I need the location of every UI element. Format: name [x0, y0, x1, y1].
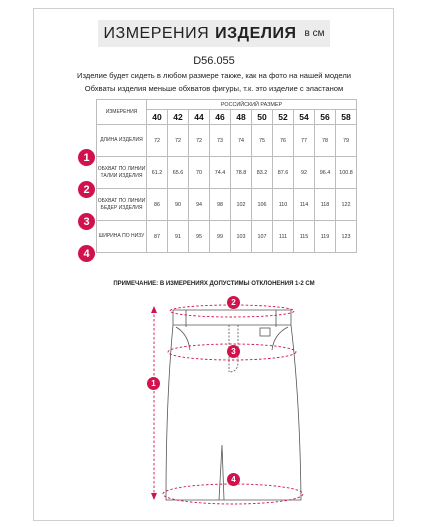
row-label: ДЛИНА ИЗДЕЛИЯ: [97, 125, 147, 157]
table-cell: 87.6: [273, 157, 294, 189]
table-cell: 78: [315, 125, 336, 157]
size-cell: 40: [147, 110, 168, 125]
title-item: ИЗДЕЛИЯ: [215, 24, 297, 42]
table-cell: 100.8: [336, 157, 357, 189]
hem-measure-line: [163, 484, 303, 504]
table-cell: 111: [273, 221, 294, 253]
row-badge-3: 3: [78, 213, 95, 230]
length-arrow-top: [151, 306, 157, 313]
table-cell: 65.6: [168, 157, 189, 189]
table-cell: 87: [147, 221, 168, 253]
table-cell: 114: [294, 189, 315, 221]
table-cell: 107: [252, 221, 273, 253]
sketch-badge-2: 2: [227, 296, 240, 309]
size-cell: 46: [210, 110, 231, 125]
table-cell: 119: [315, 221, 336, 253]
table-cell: 74.4: [210, 157, 231, 189]
table-cell: 76: [273, 125, 294, 157]
skirt-outline: [166, 310, 301, 500]
table-cell: 72: [168, 125, 189, 157]
table-cell: 123: [336, 221, 357, 253]
title-unit: в см: [304, 28, 325, 39]
size-system-header: РОССИЙСКИЙ РАЗМЕР: [147, 100, 357, 110]
size-cell: 48: [231, 110, 252, 125]
table-cell: 95: [189, 221, 210, 253]
table-cell: 74: [231, 125, 252, 157]
table-cell: 122: [336, 189, 357, 221]
table-cell: 90: [168, 189, 189, 221]
product-code: D56.055: [193, 55, 235, 67]
table-cell: 96.4: [315, 157, 336, 189]
row-label: ОБХВАТ ПО ЛИНИИ БЕДЕР ИЗДЕЛИЯ: [97, 189, 147, 221]
table-cell: 118: [315, 189, 336, 221]
table-cell: 110: [273, 189, 294, 221]
sketch-badge-3: 3: [227, 345, 240, 358]
length-arrow-bottom: [151, 493, 157, 500]
table-cell: 72: [147, 125, 168, 157]
size-cell: 58: [336, 110, 357, 125]
row-label: ОБХВАТ ПО ЛИНИИ ТАЛИИ ИЗДЕЛИЯ: [97, 157, 147, 189]
size-cell: 42: [168, 110, 189, 125]
table-cell: 102: [231, 189, 252, 221]
table-cell: 75: [252, 125, 273, 157]
row-badge-1: 1: [78, 149, 95, 166]
size-cell: 50: [252, 110, 273, 125]
table-cell: 72: [189, 125, 210, 157]
table-cell: 99: [210, 221, 231, 253]
table-cell: 70: [189, 157, 210, 189]
row-badge-2: 2: [78, 181, 95, 198]
row-badge-4: 4: [78, 245, 95, 262]
sketch-badge-4: 4: [227, 473, 240, 486]
size-cell: 56: [315, 110, 336, 125]
table-cell: 98: [210, 189, 231, 221]
table-cell: 106: [252, 189, 273, 221]
elastane-note: Обхваты изделия меньше обхватов фигуры, т.к. это изделие с эластаном: [84, 84, 344, 93]
table-cell: 78.8: [231, 157, 252, 189]
front-slit: [219, 445, 224, 500]
size-cell: 54: [294, 110, 315, 125]
table-cell: 94: [189, 189, 210, 221]
coin-pocket: [260, 328, 270, 336]
fit-note: Изделие будет сидеть в любом размере также, как на фото на нашей модели: [76, 71, 352, 80]
table-cell: 73: [210, 125, 231, 157]
table-cell: 61.2: [147, 157, 168, 189]
size-cell: 52: [273, 110, 294, 125]
title-measurements: ИЗМЕРЕНИЯ: [103, 24, 210, 42]
table-cell: 79: [336, 125, 357, 157]
sketch-badge-1: 1: [147, 377, 160, 390]
corner-cell: ИЗМЕРЕНИЯ: [97, 100, 147, 125]
table-cell: 115: [294, 221, 315, 253]
row-label: ШИРИНА ПО НИЗУ: [97, 221, 147, 253]
table-cell: 92: [294, 157, 315, 189]
table-cell: 83.2: [252, 157, 273, 189]
table-cell: 91: [168, 221, 189, 253]
front-pocket-left: [176, 327, 190, 350]
table-cell: 86: [147, 189, 168, 221]
tolerance-note: ПРИМЕЧАНИЕ: В ИЗМЕРЕНИЯХ ДОПУСТИМЫ ОТКЛОНЕНИЯ 1-2 СМ: [113, 281, 315, 287]
table-cell: 103: [231, 221, 252, 253]
table-cell: 77: [294, 125, 315, 157]
size-cell: 44: [189, 110, 210, 125]
